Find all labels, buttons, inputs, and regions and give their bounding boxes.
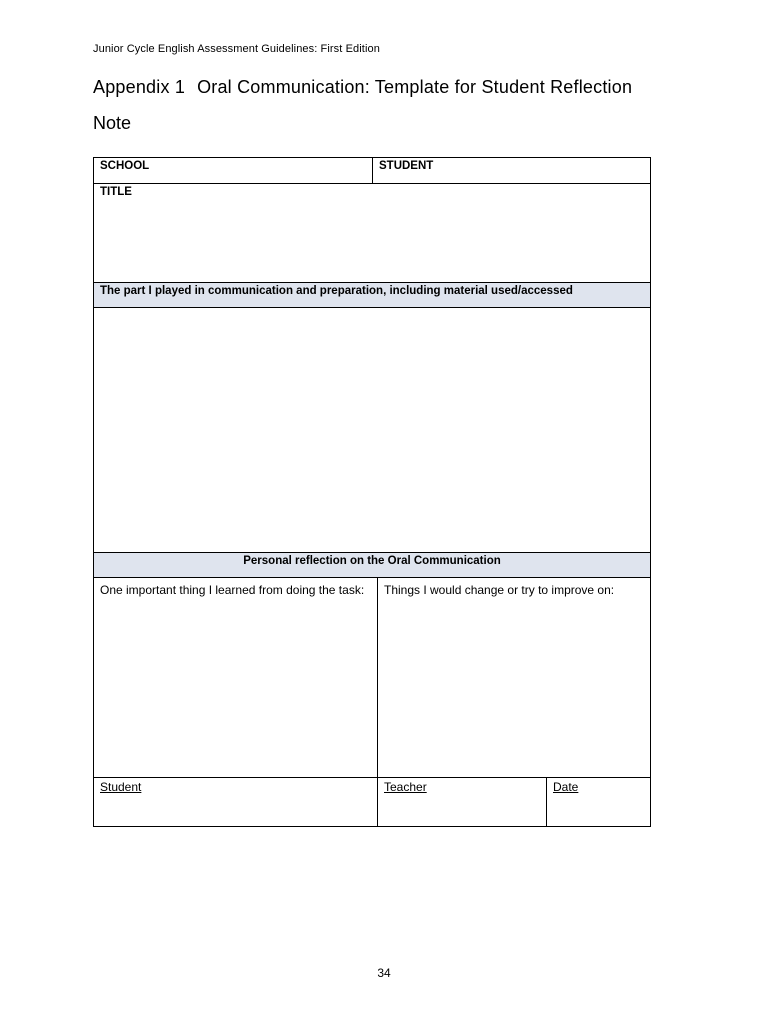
part-played-header-row [94,282,650,307]
teacher-signature-field[interactable] [377,778,546,826]
title-field[interactable] [94,184,650,282]
student-field[interactable] [372,158,650,183]
reflection-label: Personal reflection on the Oral Communication [243,555,501,567]
student-label: STUDENT [379,160,434,172]
school-student-row [94,158,650,183]
school-label: SCHOOL [100,160,150,172]
reflection-row [94,577,650,777]
reflection-header-row [94,552,650,577]
appendix-label: Appendix 1 [93,77,186,97]
signature-row [94,777,650,826]
student-signature-label: Student [100,780,142,794]
learned-label: One important thing I learned from doing the task: [100,583,365,597]
running-header: Junior Cycle English Assessment Guidelines: First Edition [93,43,380,55]
improve-field[interactable] [377,578,650,777]
appendix-title [93,77,632,98]
note-heading: Note [93,113,132,133]
page-number: 34 [377,966,391,980]
part-played-label: The part I played in communication and preparation, including material used/accessed [100,285,573,297]
part-played-field[interactable] [94,307,650,552]
school-field[interactable] [94,158,372,183]
learned-field[interactable] [94,578,377,777]
improve-label: Things I would change or try to improve on: [384,583,615,597]
date-field[interactable] [546,778,650,826]
appendix-title-text: Oral Communication: Template for Student Reflection [197,77,633,97]
reflection-form [93,157,651,827]
title-label: TITLE [100,186,132,198]
teacher-signature-label: Teacher [384,780,427,794]
date-label: Date [553,780,579,794]
student-signature-field[interactable] [94,778,377,826]
title-row [94,183,650,282]
